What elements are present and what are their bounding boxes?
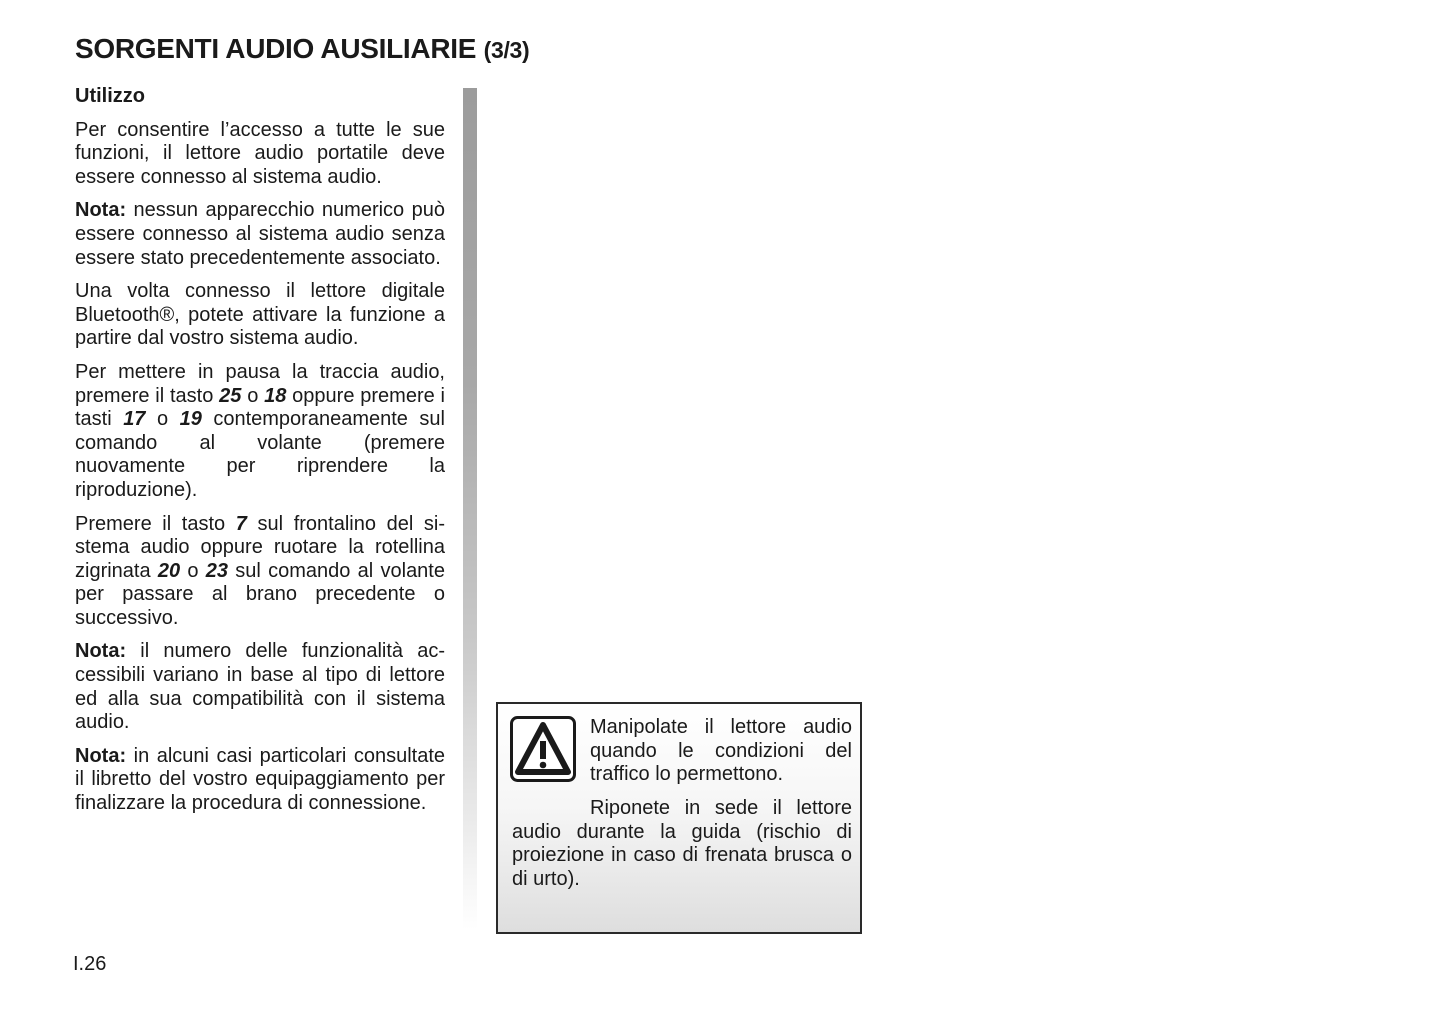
note-pairing: Nota: nessun apparecchio numerico può essere connesso al sistema audio senza essere stato precedentemente associato. (75, 199, 445, 269)
paragraph-track: Premere il tasto 7 sul frontalino del sistema audio oppure ruotare la rotellina zigrinata 20 o 23 sul comando al volante per passare al brano precedente o successivo. (75, 512, 446, 629)
page-title-text: SORGENTI AUDIO AUSILIARIE (75, 33, 477, 64)
paragraph-pause: Per mettere in pausa la traccia audio, premere il tasto 25 o 18 oppure premere i tasti 17 o 19 contemporaneamente sul comando al volante (premere nuovamente per riprendere la riproduzione). (75, 360, 445, 501)
note-manual: Nota: in alcuni casi particolari consultate il libretto del vostro equipaggiamento per finalizzare la procedura di connessione. (75, 744, 445, 815)
main-column (75, 85, 445, 826)
paragraph-access: Per consentire l’accesso a tutte le sue funzioni, il lettore audio portatile deve essere connesso al sistema audio. (75, 118, 445, 188)
key-number: 7 (235, 512, 247, 535)
key-number: 17 (123, 408, 146, 431)
key-number: 20 (157, 559, 181, 582)
warning-text-storage: Riponete in sede il lettore audio durante la guida (rischio di proiezione in caso di frenata brusca o di urto). (512, 797, 852, 890)
key-number: 18 (264, 384, 287, 407)
note-label: Nota: (75, 199, 127, 222)
section-heading: Utilizzo (75, 85, 145, 107)
paragraph-bluetooth: Una volta connesso il lettore digitale Bluetooth®, potete attivare la funzione a partire dal vostro sistema audio. (75, 280, 445, 350)
warning-triangle-icon (510, 716, 576, 782)
page-title-part: (3/3) (483, 37, 530, 63)
key-number: 19 (179, 408, 202, 431)
warning-box (496, 702, 862, 934)
note-functions: Nota: il numero delle funzionalità accessibili variano in base al tipo di lettore ed alla sua compatibilità con il sistema audio. (75, 640, 445, 734)
note-label: Nota: (75, 744, 127, 767)
note-label: Nota: (75, 640, 127, 663)
key-number: 23 (205, 559, 229, 582)
page-title (75, 33, 529, 65)
warning-text-handling: Manipolate il lettore audio quando le condizioni del traffico lo permettono. (590, 716, 852, 786)
key-number: 25 (219, 384, 242, 407)
column-divider-bar (463, 88, 477, 930)
page-number: I.26 (73, 953, 107, 975)
